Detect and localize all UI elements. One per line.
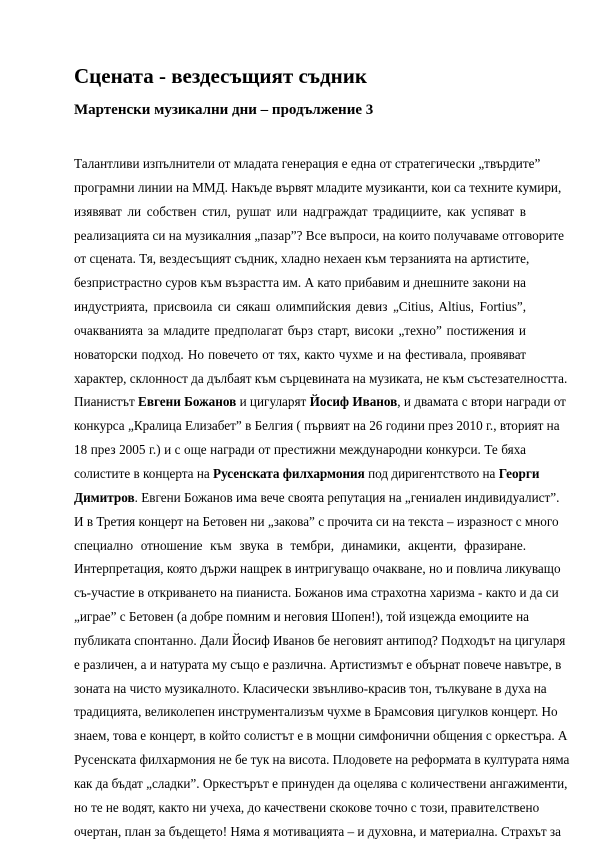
body-line (74, 820, 561, 843)
text-run: как да бъдат „сладки”. Оркестърът е принуден да оцелява с количествени ангажименти, (74, 775, 568, 791)
body-line (74, 462, 540, 486)
body-line (74, 176, 562, 200)
body-line (74, 510, 559, 534)
text-run: И в Третия концерт на Бетовен ни „закова” с прочита си на текста – изразност с много (74, 513, 559, 529)
body-line (74, 748, 570, 772)
text-run: под диригентството на (364, 465, 499, 481)
text-run: е различен, а и натурата му също е различна. Артистизмът е обърнат повече навътре, в (74, 656, 562, 672)
body-line (74, 271, 526, 295)
bold-name: Йосиф Иванов (309, 394, 398, 410)
text-run: конкурса „Кралица Елизабет” в Белгия ( първият на 26 години през 2010 г., вторият на (74, 418, 560, 434)
bold-name: Русенската филхармония (213, 465, 365, 481)
text-run: и цигуларят (236, 394, 310, 410)
body-line (74, 700, 558, 724)
body-line (74, 486, 560, 510)
body-line (74, 224, 565, 248)
text-run: от сцената. Тя, вездесъщият съдник, хладно нехаен към терзанията на артистите, (74, 251, 530, 267)
text-run: Русенската филхармония не бе тук на висота. Плодовете на реформата в културата няма (74, 752, 570, 768)
text-run: 18 през 2005 г.) и с още награди от престижни международни конкурси. Те бяха (74, 442, 526, 458)
body-line (74, 343, 526, 367)
body-line (74, 796, 540, 820)
article-subtitle: Мартенски музикални дни – продължение 3 (74, 102, 374, 118)
body-line (74, 247, 530, 271)
text-run: очертан, план за бъдещето! Няма я мотивацията – и духовна, и материална. Страхът за (74, 823, 561, 839)
body-line (74, 390, 566, 414)
body-line (74, 557, 561, 581)
bold-name: Димитров (74, 489, 135, 505)
text-run: изявяват ли собствен стил, рушат или надграждат традициите, как успяват в (74, 203, 526, 219)
text-run: реализацията си на музикалния „пазар”? Все въпроси, на които получаваме отговорите (74, 227, 565, 243)
text-run: знаем, това е концерт, в който солистът е в мощни симфонични общения с оркестъра. А (74, 728, 568, 744)
text-run: характер, склонност да дълбаят към сърцевината на музиката, не към състезателността. (74, 370, 568, 386)
text-run: Интерпретация, която държи нащрек в интригуващо очакване, но и повлича ликуващо (74, 561, 561, 577)
body-line (74, 152, 541, 176)
body-line (74, 295, 526, 319)
text-run: Талантливи изпълнители от младата генерация е една от стратегически „твърдите” (74, 156, 541, 171)
body-line (74, 677, 547, 701)
body-line (74, 629, 566, 653)
text-run: безпристрастно суров към възрастта им. А като прибавим и днешните закони на (74, 275, 526, 291)
body-line (74, 581, 559, 605)
article-title: Сцената - вездесъщият съдник (74, 64, 367, 88)
text-run: програмни линии на ММД. Накъде вървят младите музиканти, кои са техните кумири, (74, 179, 562, 195)
body-line (74, 605, 529, 629)
text-run: „играе” с Бетовен (а добре помним и неговия Шопен!), той изцежда емоциите на (74, 609, 529, 625)
text-run: , и двамата с втори награди от (397, 394, 566, 410)
body-line (74, 438, 526, 462)
text-run: специално отношение към звука в тембри, динамики, акценти, фразиране. (74, 537, 526, 553)
body-line (74, 772, 568, 796)
text-run: зоната на чисто музикалното. Класически звънливо-красив тон, тълкуване в духа на (74, 680, 547, 696)
text-run: . Евгени Божанов има вече своята репутация на „гениален индивидуалист”. (134, 489, 560, 505)
text-run: но те не водят, както ни учеха, до качествени скокове точно с този, правителствено (74, 799, 540, 815)
body-line (74, 319, 526, 343)
body-line (74, 534, 526, 558)
text-run: солистите в концерта на (74, 465, 214, 481)
body-line (74, 414, 560, 438)
text-run: съ-участие в откриването на пианиста. Божанов има страхотна харизма - както и да си (74, 585, 559, 601)
text-run: очакванията за младите предполагат бърз старт, високи „техно” постижения и (74, 322, 526, 338)
body-line (74, 367, 568, 391)
body-line (74, 724, 568, 748)
text-run: индустрията, присвоила си сякаш олимпийския девиз „Citius, Altius, Fortius”, (74, 299, 526, 315)
text-run: Пианистът (74, 394, 139, 410)
bold-name: Георги (498, 465, 540, 481)
body-line (74, 653, 562, 677)
text-run: традицията, великолепен инструментализъм чухме в Брамсовия цигулков концерт. Но (74, 704, 558, 720)
body-line (74, 200, 526, 224)
text-run: новаторски подход. Но повечето от тях, както чухме и на фестивала, проявяват (74, 346, 526, 362)
text-run: публиката спонтанно. Дали Йосиф Иванов бе неговият антипод? Подходът на цигуларя (74, 632, 566, 648)
bold-name: Евгени Божанов (138, 394, 237, 410)
article-body (74, 152, 570, 843)
